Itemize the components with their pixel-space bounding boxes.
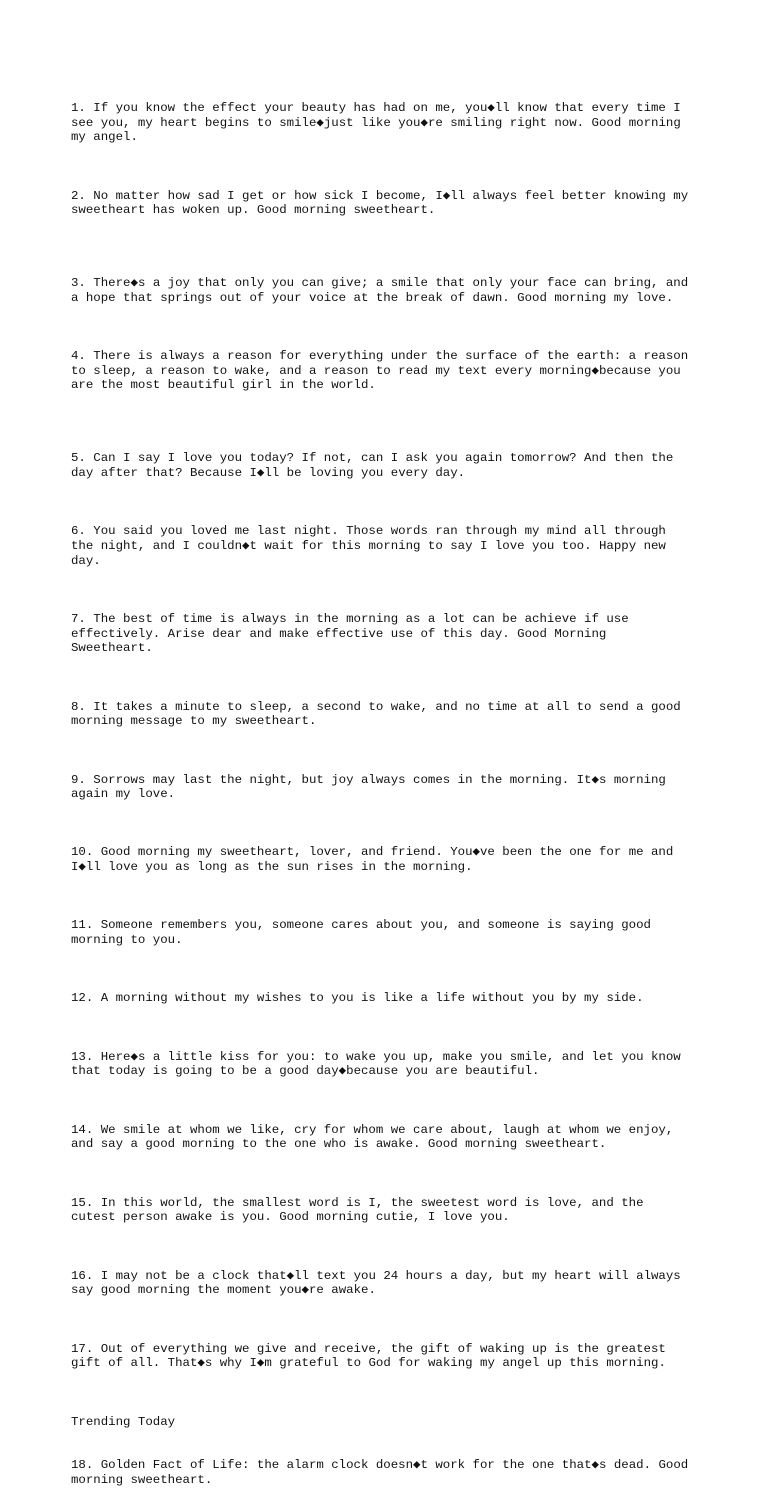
- paragraph-14: 14. We smile at whom we like, cry for whom we care about, laugh at whom we enjoy, and say a good morning to the one who is awake. Good morning sweetheart.: [71, 1122, 674, 1152]
- paragraph-5: 5. Can I say I love you today? If not, can I ask you again tomorrow? And then the day after that? Because I◆ll be loving you every day.: [71, 451, 674, 481]
- paragraph-13: 13. Here◆s a little kiss for you: to wake you up, make you smile, and let you know that today is going to be a good day◆because you are beautiful.: [71, 1049, 681, 1079]
- paragraph-1: 1. If you know the effect your beauty has had on me, you◆ll know that every time I see you, my heart begins to smile◆just like you◆re smiling right now. Good morning my angel.: [71, 101, 681, 145]
- paragraph-17: 17. Out of everything we give and receive, the gift of waking up is the greatest gift of all. That◆s why I◆m grateful to God for waking my angel up this morning.: [71, 1341, 666, 1371]
- paragraph-12: 12. A morning without my wishes to you is like a life without you by my side.: [71, 991, 644, 1006]
- paragraph-2: 2. No matter how sad I get or how sick I become, I◆ll always feel better knowing my sweetheart has woken up. Good morning sweetheart.: [71, 188, 689, 218]
- paragraph-6: 6. You said you loved me last night. Those words ran through my mind all through the night, and I couldn◆t wait for this morning to say I love you too. Happy new day.: [71, 524, 666, 568]
- paragraph-4: 4. There is always a reason for everything under the surface of the earth: a reason to sleep, a reason to wake, and a reason to read my text every morning◆because you are the most beautiful girl in the world.: [71, 349, 689, 393]
- paragraph-16: 16. I may not be a clock that◆ll text you 24 hours a day, but my heart will always say good morning the moment you◆re awake.: [71, 1268, 681, 1298]
- paragraph-10: 10. Good morning my sweetheart, lover, and friend. You◆ve been the one for me and I◆ll love you as long as the sun rises in the morning.: [71, 845, 674, 875]
- document-page: [71, 72, 711, 1502]
- paragraph-15: 15. In this world, the smallest word is I, the sweetest word is love, and the cutest person awake is you. Good morning cutie, I love you.: [71, 1195, 644, 1225]
- paragraph-3: 3. There◆s a joy that only you can give; a smile that only your face can bring, and a hope that springs out of your voice at the break of dawn. Good morning my love.: [71, 276, 689, 305]
- paragraph-9: 9. Sorrows may last the night, but joy always comes in the morning. It◆s morning again my love.: [71, 772, 666, 802]
- paragraph-18: 18. Golden Fact of Life: the alarm clock doesn◆t work for the one that◆s dead. Good morning sweetheart.: [71, 1458, 689, 1487]
- paragraph-11: 11. Someone remembers you, someone cares about you, and someone is saying good morning to you.: [71, 918, 651, 948]
- paragraph-7: 7. The best of time is always in the morning as a lot can be achieve if use effectively. Arise dear and make effective use of this day. Good Morning Sweetheart.: [71, 611, 629, 656]
- trending-heading: Trending Today: [71, 1414, 176, 1429]
- paragraph-8: 8. It takes a minute to sleep, a second to wake, and no time at all to send a good morning message to my sweetheart.: [71, 699, 681, 729]
